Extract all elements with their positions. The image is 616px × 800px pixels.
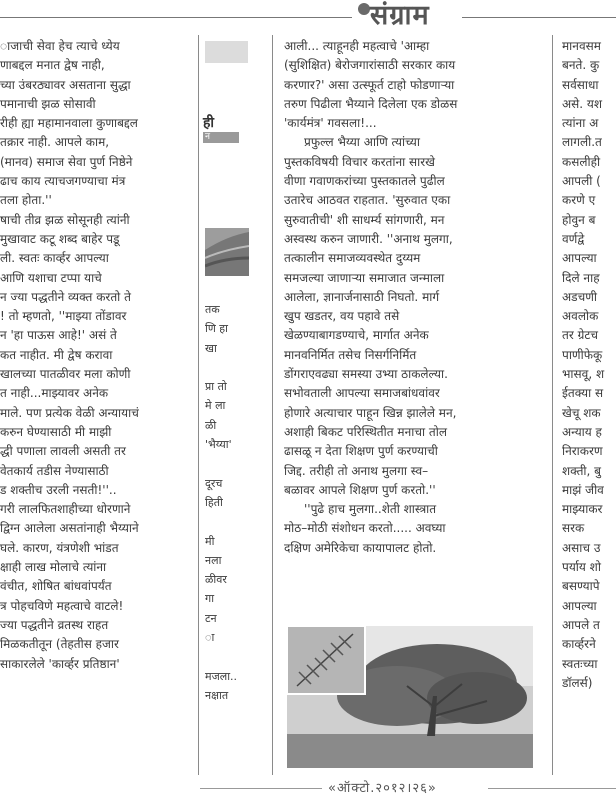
sidebar-text-line: मजला..: [205, 669, 238, 683]
left-text-line: (मानव) समाज सेवा पुर्ण निष्ठेने: [0, 154, 133, 169]
right-text-line: अन्याय ह: [562, 424, 602, 439]
right-text-line: माझ्याकर: [562, 502, 603, 517]
sidebar-text-line: नला: [205, 553, 222, 567]
left-text-line: मुखावाट कटू शब्द बाहेर पडू: [0, 231, 120, 246]
main-text-line: आली... त्याहूनही महत्वाचे 'आम्हा: [284, 39, 430, 53]
right-text-line: दिले नाह: [562, 270, 600, 285]
right-text-line: वर्णद्वे: [562, 231, 585, 246]
left-text-line: तक्रार नाही. आपले काम,: [0, 135, 110, 150]
sidebar-text-line: [205, 358, 265, 377]
sidebar-heading: ही: [203, 115, 215, 131]
right-text-line: माझं जीव: [562, 482, 604, 497]
left-text-line: आणि यशाचा टप्पा याचे: [0, 270, 102, 285]
right-text-line: स्वतःच्या: [562, 656, 598, 671]
main-text-line: प्रफुल्ल भैय्या आणि त्यांच्या: [304, 135, 420, 150]
left-text-line: ली. स्वतः कार्व्हर आपल्या: [0, 251, 109, 266]
sidebar-text-line: टन: [205, 611, 217, 625]
sidebar-gray-box: [205, 41, 248, 63]
column-divider-right: [552, 35, 553, 775]
sidebar-text-line: खा: [205, 341, 217, 355]
left-text-line: त्र पोहचविणे महत्वाचे वाटले!: [0, 598, 124, 613]
right-text-line: सरक: [562, 521, 585, 536]
sidebar-text-line: 'भैय्या': [205, 438, 232, 452]
left-text-line: णाबद्दल मनात द्वेष नाही,: [0, 58, 105, 73]
sidebar-tag: न: [203, 132, 239, 143]
left-text-line: न 'हा पाऊस आहे!' असं ते: [0, 328, 117, 343]
sidebar-text-line: ा: [205, 631, 215, 645]
main-text-line: ढासळू न देता शिक्षण पुर्ण करण्याची: [284, 444, 438, 459]
left-text-line: क्षाही लाख मोलाचे त्यांना: [0, 560, 107, 575]
left-text-line: ड शक्तीच उरली नसती!''..: [0, 482, 117, 497]
sidebar-text-line: हिती: [205, 495, 223, 509]
main-text-line: ''पुढे हाच मुलगा..शेती शास्त्रात: [304, 502, 437, 517]
masthead: [356, 0, 460, 34]
sidebar-text-line: ळी: [205, 418, 217, 432]
masthead-title: संग्राम: [370, 0, 430, 31]
sidebar-thumbnail-image: [205, 228, 249, 276]
left-text-line: त नाही...माझ्यावर अनेक: [0, 386, 109, 401]
sidebar-text-line: गा: [205, 592, 215, 606]
right-text-line: कसलीही: [562, 154, 601, 169]
right-text-line: भासवू, श: [562, 367, 605, 382]
main-text-line: पुस्तकविषयी विचार करतांना सारखे: [284, 154, 435, 169]
right-text-line: आपल्या: [562, 598, 597, 613]
right-text-line: आपल्या: [562, 251, 597, 266]
right-text-line: त्यांना अ: [562, 116, 599, 131]
left-text-line: कत नाहीत. मी द्वेष करावा: [0, 347, 113, 362]
main-text-line: सुरुवातीची' शी साधर्म्य सांगणारी, मन: [284, 212, 445, 227]
sidebar-text-line: [205, 647, 265, 666]
left-text-line: ! तो म्हणतो, ''माझ्या तोंडावर: [0, 309, 127, 324]
main-text-line: आलेला, ज्ञानार्जनासाठी निघतो. मार्ग: [284, 289, 440, 304]
main-text-column: [284, 37, 539, 558]
sidebar-text-line: तक: [205, 303, 220, 316]
sidebar-text-line: दूरच: [205, 476, 223, 490]
main-text-line: 'कार्यमंत्र' गवसला!...: [284, 116, 377, 131]
left-text-line: खालच्या पातळीवर मला कोणी: [0, 367, 131, 382]
right-text-line: अवलोक: [562, 309, 599, 324]
right-text-column: [562, 37, 616, 693]
main-text-line: अस्वस्थ करुन जाणारी. ''अनाथ मुलगा,: [284, 231, 453, 246]
masthead-logo-icon: [358, 3, 370, 15]
right-text-line: असाच उ: [562, 540, 601, 555]
footer-rule-right: [488, 788, 616, 789]
column-divider-mid: [272, 35, 273, 775]
main-text-line: खुप खडतर, वय पहावे तसे: [284, 309, 400, 324]
right-text-line: होवुन ब: [562, 212, 596, 227]
left-text-line: मिळकतीतून (तेहतीस हजार: [0, 637, 119, 652]
left-text-line: रीही ह्या महामानवाला कुणाबद्दल: [0, 116, 138, 131]
header-rule-right: [462, 17, 616, 18]
sidebar-text-line: मे ला: [205, 399, 226, 413]
main-text-line: (सुशिक्षित) बेरोजगारांसाठी सरकार काय: [284, 58, 456, 73]
left-text-line: तला होता.'': [0, 193, 52, 208]
main-text-line: अशाही बिकट परिस्थितीत मनाचा तोल: [284, 424, 447, 439]
right-text-line: ईतक्या स: [562, 386, 604, 401]
left-text-line: वंचीत, शोषित बांधवांपर्यंत: [0, 579, 112, 594]
right-text-line: डॉलर्स): [562, 675, 593, 690]
left-text-line: च्या उंबरठ्यावर असताना सुद्धा: [0, 77, 131, 92]
column-divider-left: [198, 35, 199, 775]
main-text-line: करणार?' असा उत्स्फूर्त टाहो फोडणाऱ्या: [284, 77, 455, 92]
right-text-line: सर्वसाधा: [562, 77, 599, 92]
right-text-line: खेचू शक: [562, 405, 601, 420]
main-text-line: मानवनिर्मित तसेच निसर्गनिर्मित: [284, 347, 417, 362]
right-text-line: पर्याय शो: [562, 560, 601, 575]
left-text-line: ढाच काय त्याचजगण्याचा मंत्र: [0, 174, 126, 189]
right-text-line: आपली (: [562, 174, 601, 189]
main-text-line: समजल्या जाणाऱ्या समाजात जन्माला: [284, 270, 445, 285]
left-text-line: घले. कारण, यंत्रणेशी भांडत: [0, 540, 119, 555]
main-text-line: होणारे अत्याचार पाहून खिन्न झालेले मन,: [284, 405, 457, 420]
left-text-line: न ज्या पद्धतीने व्यक्त करतो ते: [0, 289, 131, 304]
right-text-line: कार्व्हरने: [562, 637, 596, 652]
right-text-line: शक्ती, बु: [562, 463, 602, 478]
right-text-line: करणे ए: [562, 193, 596, 208]
left-text-line: करुन घेण्यासाठी मी माझी: [0, 424, 112, 439]
main-text-line: तरुण पिढीला भैय्याने दिलेला एक डोळस: [284, 96, 458, 111]
page-footer: «ऑक्टो.२०१२।२६»: [328, 781, 437, 796]
main-text-line: वीणा गवाणकरांच्या पुस्तकातले पुढील: [284, 174, 445, 189]
sidebar-text-line: प्रा तो: [205, 380, 227, 394]
sidebar-text-line: मी: [205, 534, 215, 548]
sidebar-text-line: णि हा: [205, 322, 228, 336]
right-text-line: आपले त: [562, 617, 600, 632]
main-text-line: तत्कालीन समाजव्यवस्थेत दुय्यम: [284, 251, 421, 266]
left-text-column: [0, 37, 192, 674]
right-text-line: असे. यश: [562, 96, 603, 111]
left-text-line: वेतकार्य तडीस नेण्यासाठी: [0, 463, 109, 478]
left-text-line: द्विग्न आलेला असतांनाही भैय्याने: [0, 521, 139, 536]
right-text-line: बसण्यापे: [562, 579, 600, 594]
right-text-line: अडचणी: [562, 289, 597, 304]
main-text-line: डोंगराएवढ्या समस्या उभ्या ठाकलेल्या.: [284, 367, 448, 382]
sidebar-text-line: नक्षात: [205, 688, 229, 702]
right-text-line: लागली.त: [562, 135, 602, 150]
header-rule-left: [0, 17, 352, 18]
main-text-line: दक्षिण अमेरिकेचा कायापालट होतो.: [284, 540, 437, 555]
main-text-line: बळावर आपले शिक्षण पुर्ण करतो.'': [284, 482, 436, 497]
left-text-line: साकारलेले 'कार्व्हर प्रतिष्ठान': [0, 656, 120, 671]
sidebar-text-column: [205, 300, 265, 705]
main-text-line: जिद्द. तरीही तो अनाथ मुलगा स्व–: [284, 463, 429, 478]
main-text-line: उतारेच आठवत राहतात. 'सुरुवात एका: [284, 193, 451, 208]
right-text-line: मानवसम: [562, 39, 601, 53]
main-text-line: सभोवताली आपल्या समाजबांधवांवर: [284, 386, 440, 401]
right-text-line: तर ग्रेटच: [562, 328, 598, 343]
main-text-line: खेळण्याबागडण्याचे, मार्गात अनेक: [284, 328, 429, 343]
acacia-tree-photo: [287, 626, 533, 768]
footer-rule-left: [200, 788, 322, 789]
left-text-line: ाजाची सेवा हेच त्याचे ध्येय: [0, 39, 120, 53]
left-text-line: षाची तीव्र झळ सोसूनही त्यांनी: [0, 212, 130, 227]
left-text-line: ज्या पद्धतीने व्रतस्थ राहत: [0, 617, 109, 632]
main-text-line: मोठ–मोठी संशोधन करतो..... अवघ्या: [284, 521, 446, 536]
sidebar-text-line: [205, 512, 265, 531]
sidebar-text-line: [205, 454, 265, 473]
right-text-line: बनते. कु: [562, 58, 600, 73]
sidebar-text-line: ळीवर: [205, 573, 227, 587]
right-text-line: निराकरण: [562, 444, 603, 459]
left-text-line: माले. पण प्रत्येक वेळी अन्यायाचं: [0, 405, 139, 420]
left-text-line: गरी लालफितशाहीच्या धोरणाने: [0, 502, 131, 517]
right-text-line: पाणीफेकू: [562, 347, 603, 362]
left-text-line: पमानाची झळ सोसावी: [0, 96, 96, 111]
left-text-line: द्धी पणाला लावली असती तर: [0, 444, 126, 459]
